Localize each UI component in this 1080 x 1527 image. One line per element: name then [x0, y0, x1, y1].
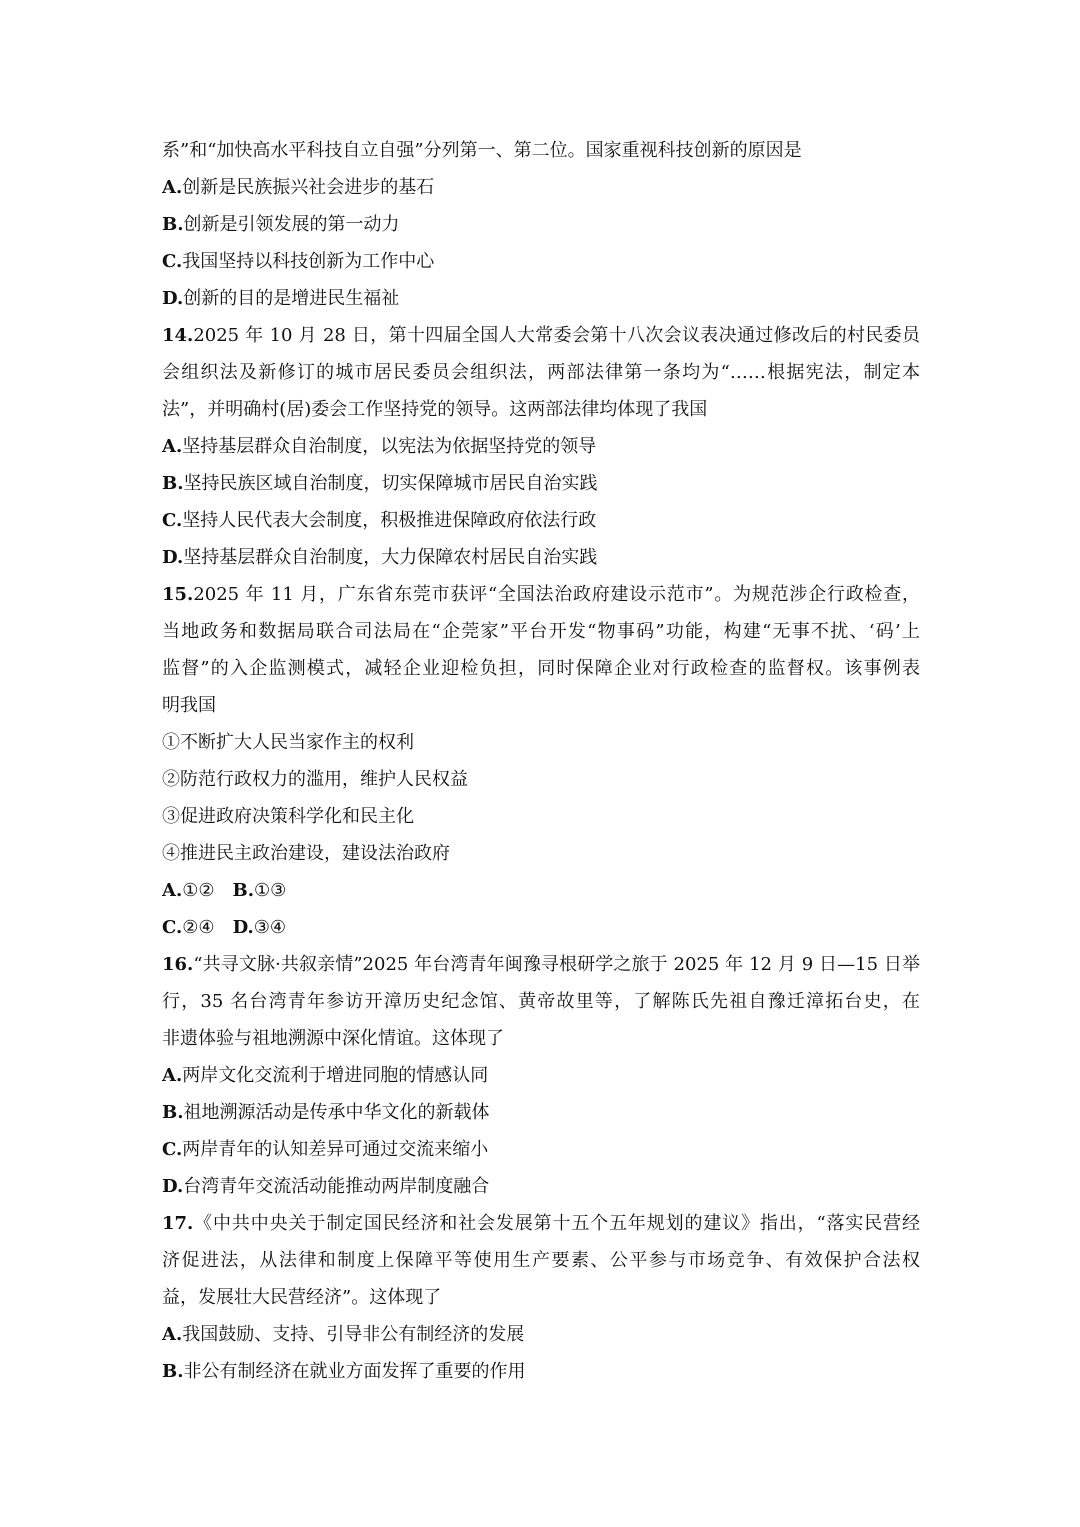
option-text: 非公有制经济在就业方面发挥了重要的作用: [183, 1361, 526, 1382]
q13-option-b: [162, 206, 920, 243]
q16-option-a: [162, 1057, 920, 1094]
option-text: 创新是引领发展的第一动力: [183, 214, 400, 235]
q15-statement-2: ②防范行政权力的滥用，维护人民权益: [162, 769, 468, 790]
question-number: 16.: [162, 954, 194, 975]
option-letter: B.: [162, 1361, 184, 1382]
option-letter: D.: [162, 547, 184, 568]
q14-stem-line: [162, 317, 920, 354]
option-text: 我国坚持以科技创新为工作中心: [182, 251, 435, 272]
q16-stem-line: [162, 946, 920, 983]
q15-stem-line: 监督”的入企监测模式，减轻企业迎检负担，同时保障企业对行政检查的监督权。该事例表: [162, 658, 920, 679]
q17-stem-line: 益，发展壮大民营经济”。这体现了: [162, 1287, 442, 1308]
stem-text: 2025 年 11 月，广东省东莞市获评“全国法治政府建设示范市”。为规范涉企行政检查，: [193, 584, 920, 605]
q14-option-b: [162, 465, 920, 502]
q17-stem-line: [162, 1205, 920, 1242]
q17-option-b: [162, 1353, 920, 1390]
option-letter: A.: [162, 1065, 183, 1086]
q17-stem-line: 济促进法，从法律和制度上保障平等使用生产要素、公平参与市场竞争、有效保护合法权: [162, 1250, 920, 1271]
q15-option-d: [233, 909, 287, 946]
q16-option-c: [162, 1131, 920, 1168]
option-letter: A.: [162, 1324, 183, 1345]
q14-option-c: [162, 502, 920, 539]
option-text: 坚持基层群众自治制度，大力保障农村居民自治实践: [183, 547, 598, 568]
q15-stem-line: 明我国: [162, 695, 216, 716]
q16-stem-line: 非遗体验与祖地溯源中深化情谊。这体现了: [162, 1028, 504, 1049]
stem-text: 《中共中央关于制定国民经济和社会发展第十五个五年规划的建议》指出，“落实民营经: [193, 1213, 920, 1234]
option-text: 祖地溯源活动是传承中华文化的新载体: [183, 1102, 490, 1123]
option-text: 台湾青年交流活动能推动两岸制度融合: [183, 1176, 490, 1197]
question-number: 15.: [162, 584, 194, 605]
option-text: 坚持基层群众自治制度，以宪法为依据坚持党的领导: [182, 436, 597, 457]
stem-text: 2025 年 10 月 28 日，第十四届全国人大常委会第十八次会议表决通过修改后的村民委员: [193, 325, 920, 346]
q16-option-b: [162, 1094, 920, 1131]
option-text: 坚持民族区域自治制度，切实保障城市居民自治实践: [183, 473, 598, 494]
q15-stem-line: 当地政务和数据局联合司法局在“企莞家”平台开发“物事码”功能，构建“无事不扰、‘码’上: [162, 621, 920, 642]
q15-option-b: [233, 872, 287, 909]
q15-statement-3: ③促进政府决策科学化和民主化: [162, 806, 414, 827]
option-text: ①③: [254, 880, 287, 901]
q16-stem-line: 行，35 名台湾青年参访开漳历史纪念馆、黄帝故里等，了解陈氏先祖自豫迁漳拓台史，在: [162, 991, 920, 1012]
q15-option-row-2: [162, 909, 920, 946]
q14-stem-line: 法”，并明确村(居)委会工作坚持党的领导。这两部法律均体现了我国: [162, 399, 708, 420]
option-letter: D.: [162, 1176, 184, 1197]
q15-option-a: [162, 872, 215, 909]
option-text: 创新的目的是增进民生福祉: [183, 288, 400, 309]
option-text: ②④: [182, 917, 215, 938]
option-letter: D.: [162, 288, 184, 309]
q15-statement-4: ④推进民主政治建设，建设法治政府: [162, 843, 450, 864]
q15-stem-line: [162, 576, 920, 613]
q13-option-c: [162, 243, 920, 280]
q14-option-a: [162, 428, 920, 465]
q15-statement-1: ①不断扩大人民当家作主的权利: [162, 732, 414, 753]
option-text: 两岸青年的认知差异可通过交流来缩小: [182, 1139, 489, 1160]
question-number: 14.: [162, 325, 194, 346]
option-letter: C.: [162, 1139, 183, 1160]
option-text: 我国鼓励、支持、引导非公有制经济的发展: [182, 1324, 525, 1345]
q14-option-d: [162, 539, 920, 576]
option-letter: B.: [162, 1102, 184, 1123]
option-letter: A.: [162, 436, 183, 457]
option-text: 两岸文化交流利于增进同胞的情感认同: [182, 1065, 489, 1086]
option-letter: A.: [162, 177, 183, 198]
option-letter: C.: [162, 510, 183, 531]
option-letter: C.: [162, 917, 183, 938]
option-letter: D.: [232, 917, 254, 938]
q17-option-a: [162, 1316, 920, 1353]
q13-option-a: [162, 169, 920, 206]
q15-option-c: [162, 909, 215, 946]
q15-option-row-1: [162, 872, 920, 909]
q13-stem-line: 系”和“加快高水平科技自立自强”分列第一、第二位。国家重视科技创新的原因是: [162, 140, 802, 161]
option-text: ③④: [253, 917, 287, 938]
q16-option-d: [162, 1168, 920, 1205]
q13-option-d: [162, 280, 920, 317]
option-letter: B.: [162, 214, 184, 235]
option-letter: B.: [232, 880, 254, 901]
option-letter: B.: [162, 473, 184, 494]
option-text: 创新是民族振兴社会进步的基石: [182, 177, 435, 198]
stem-text: “共寻文脉·共叙亲情”2025 年台湾青年闽豫寻根研学之旅于 2025 年 12 月 9 日—15 日举: [193, 954, 920, 975]
option-text: 坚持人民代表大会制度，积极推进保障政府依法行政: [182, 510, 597, 531]
option-letter: A.: [162, 880, 183, 901]
question-number: 17.: [162, 1213, 194, 1234]
option-text: ①②: [182, 880, 215, 901]
option-letter: C.: [162, 251, 183, 272]
q14-stem-line: 会组织法及新修订的城市居民委员会组织法，两部法律第一条均为“……根据宪法，制定本: [162, 362, 920, 383]
page-content: [162, 132, 920, 1390]
